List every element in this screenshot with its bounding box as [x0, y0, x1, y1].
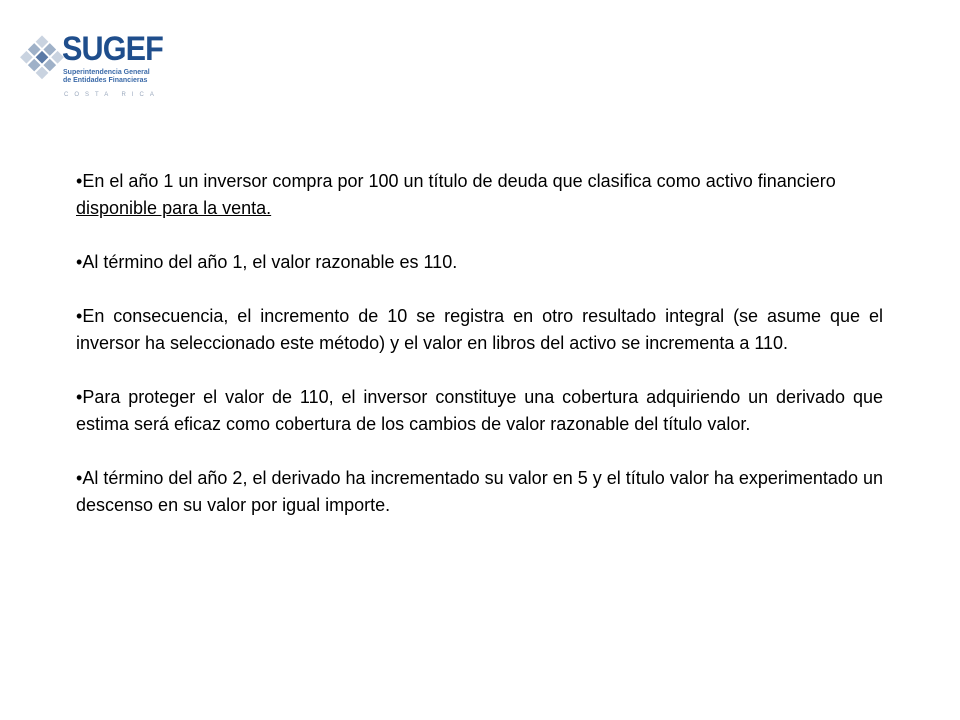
- bullet-paragraph-1: [76, 168, 883, 222]
- diamond-logo-icon: [20, 28, 64, 88]
- paragraph-text: Para proteger el valor de 110, el inversor constituye una cobertura adquiriendo un derivado que estima será eficaz como cobertura de los cambios de valor razonable del título valor.: [76, 387, 883, 434]
- sugef-logo: [20, 28, 165, 108]
- bullet-icon: •: [76, 468, 83, 488]
- bullet-paragraph-5: [76, 465, 883, 519]
- logo-country: COSTA RICA: [64, 92, 160, 98]
- slide-body: [76, 168, 883, 546]
- logo-wordmark: SUGEF: [62, 30, 163, 68]
- logo-subtitle-line1: Superintendencia General: [63, 69, 150, 76]
- bullet-icon: •: [76, 171, 83, 191]
- paragraph-text: En el año 1 un inversor compra por 100 un título de deuda que clasifica como activo financiero: [82, 171, 836, 191]
- logo-subtitle: [63, 69, 173, 85]
- paragraph-text: En consecuencia, el incremento de 10 se registra en otro resultado integral (se asume que el inversor ha seleccionado este método) y el valor en libros del activo se incrementa a 110.: [76, 306, 883, 353]
- paragraph-text: Al término del año 2, el derivado ha incrementado su valor en 5 y el título valor ha experimentado un descenso en su valor por igual importe.: [76, 468, 883, 515]
- bullet-paragraph-3: [76, 303, 883, 357]
- bullet-paragraph-2: [76, 249, 883, 276]
- logo-subtitle-line2: de Entidades Financieras: [63, 77, 148, 84]
- underlined-term: disponible para la venta.: [76, 198, 272, 218]
- bullet-icon: •: [76, 252, 83, 272]
- bullet-icon: •: [76, 387, 83, 407]
- bullet-icon: •: [76, 306, 83, 326]
- paragraph-text: Al término del año 1, el valor razonable es 110.: [82, 252, 458, 272]
- bullet-paragraph-4: [76, 384, 883, 438]
